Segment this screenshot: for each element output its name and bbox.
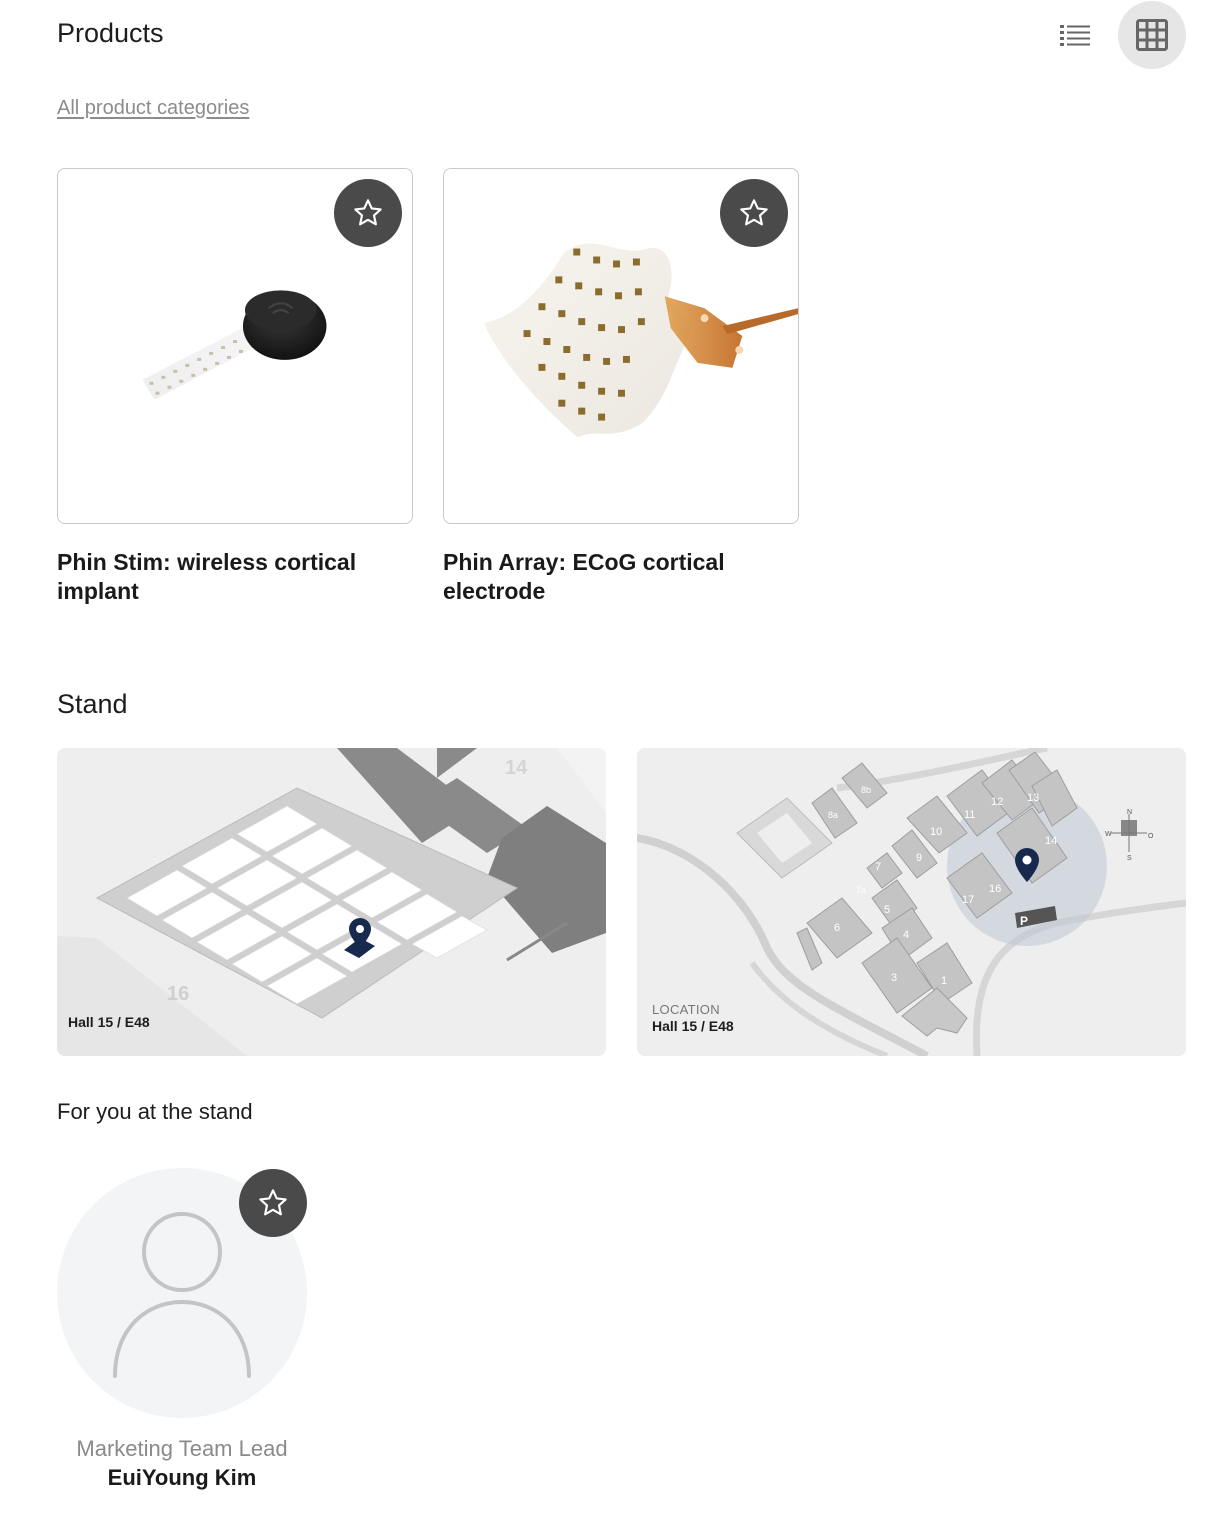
hall-number-label: 16	[167, 983, 190, 1005]
product-name[interactable]: Phin Stim: wireless cortical implant	[57, 549, 357, 604]
hall-floorplan	[57, 748, 606, 1056]
favorite-button[interactable]	[720, 179, 788, 247]
site-hall-number: 10	[930, 826, 943, 838]
contact-name[interactable]: EuiYoung Kim	[107, 1465, 257, 1490]
product-name[interactable]: Phin Array: ECoG cortical electrode	[443, 549, 725, 604]
list-view-button[interactable]	[1049, 14, 1101, 56]
stand-location-label: Hall 15 / E48	[652, 1018, 734, 1034]
grid-view-button[interactable]	[1118, 1, 1186, 69]
site-hall-number: 1	[941, 975, 948, 987]
grid-icon	[1136, 19, 1168, 51]
favorite-button[interactable]	[239, 1169, 307, 1237]
stand-section-title: Stand	[57, 689, 128, 719]
stand-location-label: Hall 15 / E48	[68, 1014, 150, 1030]
svg-text:P: P	[1020, 914, 1029, 928]
site-hall-number: 4	[903, 929, 910, 941]
svg-text:S: S	[1127, 855, 1132, 862]
favorite-button[interactable]	[334, 179, 402, 247]
contact-role: Marketing Team Lead	[76, 1436, 288, 1461]
product-card-phin-array[interactable]	[443, 168, 799, 524]
product-card-phin-stim[interactable]	[57, 168, 413, 524]
list-icon	[1060, 24, 1090, 46]
site-hall-number: 3	[891, 972, 898, 984]
svg-text:W: W	[1105, 831, 1112, 838]
site-hall-number: 13	[1027, 792, 1040, 804]
for-you-section-title: For you at the stand	[57, 1099, 253, 1124]
site-hall-number: 7	[875, 861, 882, 873]
page-title: Products	[57, 18, 164, 48]
site-hall-number: 6	[834, 922, 841, 934]
site-hall-number: 16	[989, 883, 1002, 895]
site-hall-number: 7a	[856, 885, 867, 895]
star-icon	[738, 197, 770, 229]
site-hall-number: 12	[991, 796, 1004, 808]
site-map[interactable]	[637, 748, 1186, 1056]
svg-text:N: N	[1127, 809, 1133, 816]
star-icon	[257, 1187, 289, 1219]
location-caption: LOCATION	[652, 1002, 720, 1017]
all-categories-link[interactable]: All product categories	[57, 97, 250, 119]
svg-text:O: O	[1148, 833, 1154, 840]
star-icon	[352, 197, 384, 229]
site-hall-number: 5	[884, 904, 891, 916]
site-hall-number: 8b	[861, 785, 872, 795]
site-hall-number: 14	[1045, 835, 1058, 847]
hall-number-label: 14	[505, 757, 528, 779]
site-hall-number: 17	[962, 894, 975, 906]
site-hall-number: 11	[964, 809, 976, 821]
site-hall-number: 8a	[828, 810, 839, 820]
hall-map[interactable]	[57, 748, 606, 1056]
site-hall-number: 9	[916, 852, 923, 864]
